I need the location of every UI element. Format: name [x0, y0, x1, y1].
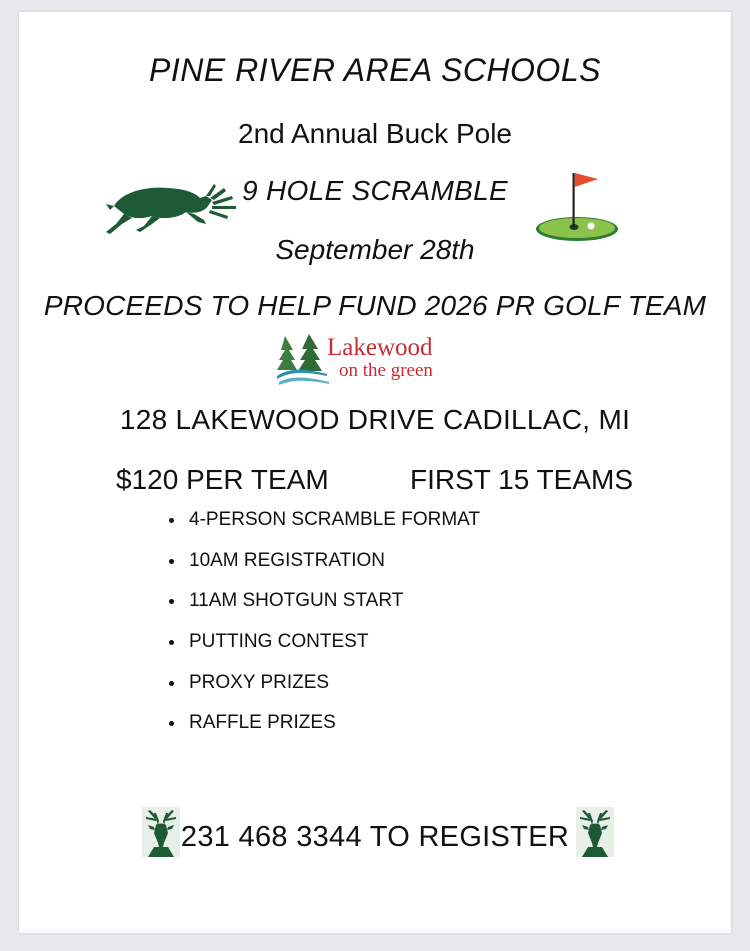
- event-address: 128 LAKEWOOD DRIVE CADILLAC, MI: [119, 404, 631, 435]
- event-name: 9 HOLE SCRAMBLE: [242, 175, 508, 206]
- logo-tagline: on the green: [339, 360, 433, 381]
- list-item: PUTTING CONTEST: [169, 631, 480, 672]
- flyer-page: [19, 12, 731, 933]
- register-row: [19, 807, 731, 867]
- bullet-icon: [169, 640, 174, 645]
- event-subtitle: 2nd Annual Buck Pole: [238, 118, 512, 149]
- list-item: 4-PERSON SCRAMBLE FORMAT: [169, 509, 480, 550]
- register-phone: 231 468 3344 TO REGISTER: [180, 821, 570, 853]
- page-title: PINE RIVER AREA SCHOOLS: [149, 52, 601, 88]
- logo-name: Lakewood: [327, 334, 433, 361]
- list-item: 11AM SHOTGUN START: [169, 590, 480, 631]
- list-item: RAFFLE PRIZES: [169, 712, 480, 753]
- bullet-icon: [169, 681, 174, 686]
- event-date: September 28th: [275, 234, 475, 265]
- list-item: PROXY PRIZES: [169, 672, 480, 713]
- bullet-icon: [169, 599, 174, 604]
- event-details-list: [169, 509, 480, 753]
- bullet-icon: [169, 518, 174, 523]
- bullet-icon: [169, 721, 174, 726]
- list-item: 10AM REGISTRATION: [169, 550, 480, 591]
- trees-icon: [275, 332, 331, 388]
- team-limit: FIRST 15 TEAMS: [410, 464, 634, 495]
- lakewood-logo: [275, 332, 475, 388]
- team-price: $120 PER TEAM: [116, 464, 329, 495]
- proceeds-notice: PROCEEDS TO HELP FUND 2026 PR GOLF TEAM: [43, 290, 707, 321]
- deer-head-icon: [576, 807, 614, 857]
- bullet-icon: [169, 559, 174, 564]
